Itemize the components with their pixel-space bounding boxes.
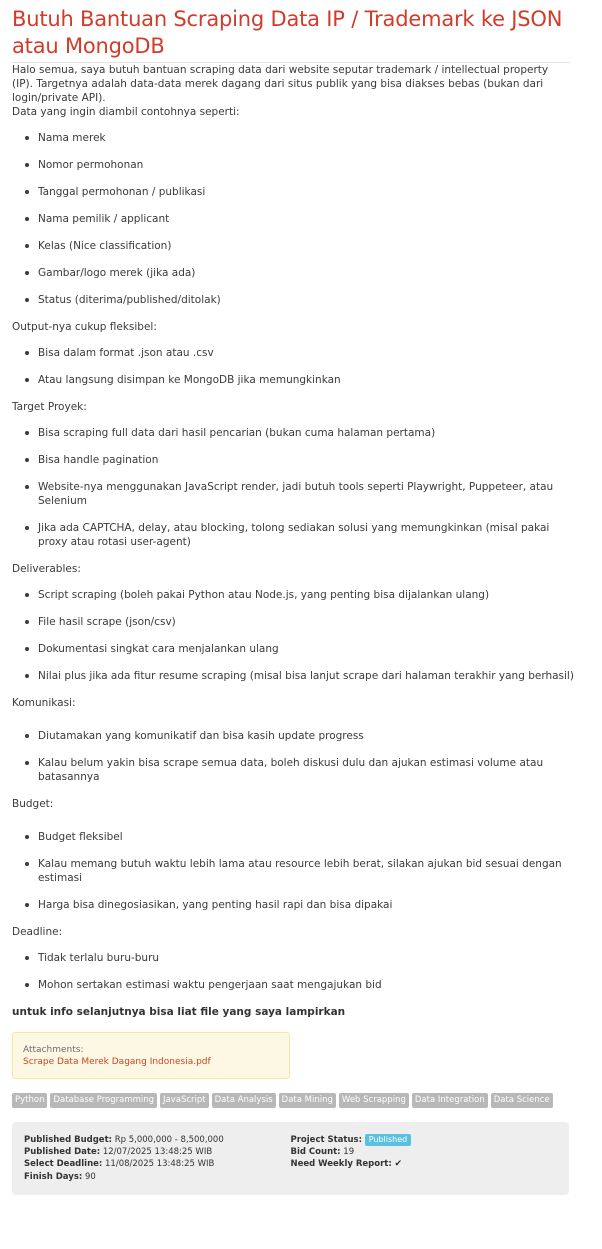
published-date-label: Published Date:	[24, 1147, 101, 1158]
info-right-column	[291, 1134, 558, 1183]
intro-paragraph: Halo semua, saya butuh bantuan scraping data dari website seputar trademark / intellectual property (IP). Targetnya adalah data-data merek dagang dari situs publik yang bisa diakses bebas (bukan dari login/private API).	[12, 64, 549, 104]
section-target	[12, 400, 590, 549]
list-item: Mohon sertakan estimasi waktu pengerjaan saat mengajukan bid	[38, 978, 578, 992]
section-deliverables	[12, 562, 590, 683]
select-deadline-row	[24, 1158, 291, 1170]
skill-tag[interactable]: Data Integration	[412, 1093, 488, 1108]
section-budget	[12, 797, 590, 912]
project-status-label: Project Status:	[290, 1135, 362, 1145]
project-description	[12, 63, 590, 1019]
finish-days-row	[24, 1171, 291, 1183]
published-date-row	[24, 1146, 291, 1158]
list-item: Status (diterima/published/ditolak)	[38, 293, 578, 307]
finish-days-label: Finish Days:	[24, 1171, 83, 1182]
list-item: Tanggal permohonan / publikasi	[38, 185, 578, 199]
bid-count-label: Bid Count:	[290, 1147, 341, 1158]
list-item: Gambar/logo merek (jika ada)	[38, 266, 578, 280]
bid-count-value: 19	[343, 1147, 355, 1158]
info-left-column	[24, 1134, 291, 1183]
section-deadline	[12, 925, 590, 992]
page-title: Butuh Bantuan Scraping Data IP / Trademark ke JSON atau MongoDB	[12, 7, 563, 58]
list-item: Kalau belum yakin bisa scrape semua data, boleh diskusi dulu dan ajukan estimasi volume atau batasannya	[38, 756, 578, 784]
bullet-list	[12, 951, 590, 992]
list-item: Nomor permohonan	[38, 158, 578, 172]
section-heading: Data yang ingin diambil contohnya seperti:	[12, 106, 240, 118]
status-badge: Published	[365, 1134, 412, 1146]
closing-note: untuk info selanjutnya bisa liat file yang saya lampirkan	[12, 1006, 346, 1018]
weekly-report-row	[291, 1158, 558, 1170]
section-heading: Target Proyek:	[12, 401, 87, 413]
bullet-list	[12, 131, 590, 307]
section-heading: Komunikasi:	[12, 697, 76, 709]
list-item: Tidak terlalu buru-buru	[38, 951, 578, 965]
skill-tag[interactable]: Python	[12, 1093, 47, 1108]
bullet-list	[12, 346, 590, 387]
check-icon: ✔	[394, 1159, 402, 1170]
project-info-box	[12, 1122, 569, 1195]
attachments-label: Attachments:	[23, 1045, 84, 1055]
bullet-list	[12, 830, 590, 912]
skill-tag[interactable]: Data Science	[491, 1093, 553, 1108]
list-item: Nama merek	[38, 131, 578, 145]
section-data	[12, 105, 590, 307]
list-item: Kelas (Nice classification)	[38, 239, 578, 253]
finish-days-value: 90	[85, 1171, 96, 1182]
skill-tag[interactable]: Data Analysis	[212, 1093, 276, 1108]
bullet-list	[12, 729, 590, 784]
list-item: Website-nya menggunakan JavaScript render, jadi butuh tools seperti Playwright, Puppeteer, atau Selenium	[38, 480, 583, 508]
list-item: Script scraping (boleh pakai Python atau Node.js, yang penting bisa dijalankan ulang)	[38, 588, 578, 602]
weekly-report-label: Need Weekly Report:	[290, 1159, 392, 1170]
list-item: Budget fleksibel	[38, 830, 578, 844]
published-budget-value: Rp 5,000,000 - 8,500,000	[114, 1135, 224, 1145]
attachment-file-link[interactable]: Scrape Data Merek Dagang Indonesia.pdf	[23, 1057, 211, 1067]
list-item: File hasil scrape (json/csv)	[38, 615, 578, 629]
skill-tag[interactable]: Web Scrapping	[339, 1093, 409, 1108]
list-item: Bisa handle pagination	[38, 453, 578, 467]
list-item: Diutamakan yang komunikatif dan bisa kasih update progress	[38, 729, 578, 743]
section-output	[12, 320, 590, 387]
bullet-list	[12, 426, 590, 549]
attachments-box	[12, 1032, 290, 1079]
select-deadline-label: Select Deadline:	[24, 1159, 103, 1170]
list-item: Bisa dalam format .json atau .csv	[38, 346, 578, 360]
list-item: Dokumentasi singkat cara menjalankan ulang	[38, 642, 578, 656]
list-item: Bisa scraping full data dari hasil pencarian (bukan cuma halaman pertama)	[38, 426, 578, 440]
skill-tags	[12, 1093, 590, 1108]
section-heading: Deliverables:	[12, 563, 81, 575]
list-item: Jika ada CAPTCHA, delay, atau blocking, tolong sediakan solusi yang memungkinkan (misal pakai proxy atau rotasi user-agent)	[38, 521, 578, 549]
skill-tag[interactable]: Database Programming	[50, 1093, 157, 1108]
published-budget-row	[24, 1134, 291, 1146]
list-item: Atau langsung disimpan ke MongoDB jika memungkinkan	[38, 373, 578, 387]
published-budget-label: Published Budget:	[24, 1135, 113, 1145]
list-item: Harga bisa dinegosiasikan, yang penting hasil rapi dan bisa dipakai	[38, 898, 578, 912]
skill-tag[interactable]: JavaScript	[160, 1093, 209, 1108]
section-communication	[12, 696, 590, 784]
section-heading: Output-nya cukup fleksibel:	[12, 321, 157, 333]
bullet-list	[12, 588, 590, 683]
list-item: Kalau memang butuh waktu lebih lama atau resource lebih berat, silakan ajukan bid sesuai dengan estimasi	[38, 857, 578, 885]
project-status-row	[291, 1134, 558, 1146]
list-item: Nilai plus jika ada fitur resume scraping (misal bisa lanjut scrape dari halaman terakhir yang berhasil)	[38, 669, 583, 683]
section-heading: Budget:	[12, 798, 54, 810]
published-date-value: 12/07/2025 13:48:25 WIB	[102, 1147, 213, 1158]
skill-tag[interactable]: Data Mining	[279, 1093, 336, 1108]
list-item: Nama pemilik / applicant	[38, 212, 578, 226]
bid-count-row	[291, 1146, 558, 1158]
section-heading: Deadline:	[12, 926, 63, 938]
select-deadline-value: 11/08/2025 13:48:25 WIB	[105, 1159, 215, 1170]
